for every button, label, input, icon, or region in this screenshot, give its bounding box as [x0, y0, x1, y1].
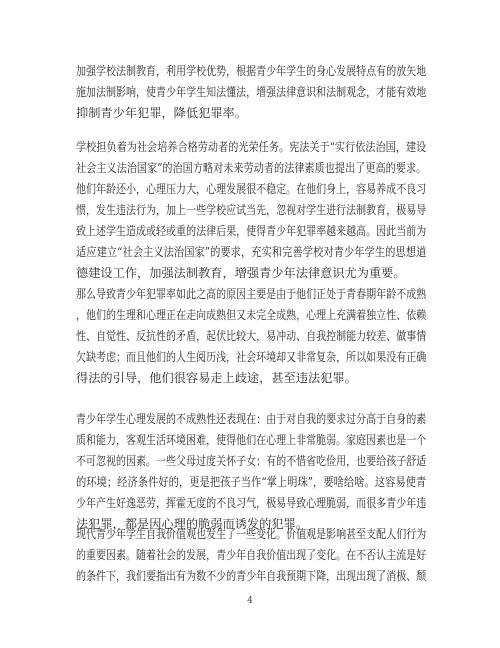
text-line: 的条件下，我们要指出有为数不少的青少年自我预期下降，出现出现了消极、颓 [76, 569, 427, 583]
paragraph-2 [76, 137, 426, 389]
text-line: 的重要因素。随着社会的发展，青少年自我价值出现了变化。在不否认主流是好 [76, 548, 427, 562]
text-line: 抑制青少年犯罪，降低犯罪率。 [76, 106, 247, 120]
text-line: 惯，发生违法行为，加上一些学校应试当先，忽视对学生进行法制教育，极易导 [76, 203, 427, 217]
text-line: 德建设工作，加强法制教育，增强青少年法律意识尤为重要。 [76, 266, 406, 280]
text-line: 现代青少年学生自我价值观也发生了一些变化。价值观是影响甚至支配人们行为 [76, 527, 427, 541]
text-line: 欠缺考虑；而且他们的人生阅历浅，社会环境却又非常复杂，所以如果没有正确 [76, 350, 427, 364]
text-line: 性、自觉性、反抗性的矛盾，起伏比较大，易冲动、自我控制能力较差、做事情 [76, 329, 427, 343]
text-line: 少年产生好逸恶劳，挥霍无度的不良习气，极易导致心理脆弱，而很多青少年违 [76, 496, 427, 510]
text-line: 他们年龄还小，心理压力大，心理发展很不稳定。在他们身上，容易养成不良习 [76, 182, 427, 196]
text-line: 施加法制影响，使青少年学生知法懂法，增强法律意识和法制观念，才能有效地 [76, 85, 427, 99]
text-line: 适应建立“社会主义法治国家”的要求，充实和完善学校对青少年学生的思想道 [76, 245, 427, 259]
text-line: 那么导致青少年犯罪率如此之高的原因主要是由于他们正处于青春期年龄不成熟 [76, 287, 427, 301]
text-line: 加强学校法制教育，利用学校优势，根据青少年学生的身心发展特点有的放矢地 [76, 64, 427, 78]
text-line: 的环境；经济条件好的，更是把孩子当作“掌上明珠”，要啥给啥。这容易使青 [76, 475, 427, 489]
text-line: ，他们的生理和心理正在走向成熟但又未完全成熟，心理上充满着独立性、依赖 [76, 308, 427, 322]
text-line: 青少年学生心理发展的不成熟性还表现在：由于对自我的要求过分高于自身的素 [76, 412, 427, 426]
paragraph-1 [76, 61, 426, 124]
text-line: 社会主义法治国家”的治国方略对未来劳动者的法律素质也提出了更高的要求。 [76, 161, 427, 175]
text-line: 学校担负着为社会培养合格劳动者的光荣任务。宪法关于“实行依法治国，建设 [76, 140, 427, 154]
text-line: 法犯罪，都是因心理的脆弱而诱发的犯罪。 [76, 517, 308, 531]
text-line: 质和能力，客观生活环境困难，使得他们在心理上非常脆弱。家庭因素也是一个 [76, 433, 427, 447]
text-line: 致上述学生造成或轻或重的法律后果，使得青少年犯罪率越来越高。因此当前为 [76, 224, 427, 238]
text-line: 得法的引导，他们很容易走上歧途，甚至违法犯罪。 [76, 371, 357, 385]
text-line: 不可忽视的因素。一些父母过度关怀子女：有的不惜省吃俭用，也要给孩子舒适 [76, 454, 427, 468]
paragraph-3 [76, 409, 426, 535]
page-number: 4 [247, 596, 253, 606]
paragraph-4 [76, 524, 426, 587]
